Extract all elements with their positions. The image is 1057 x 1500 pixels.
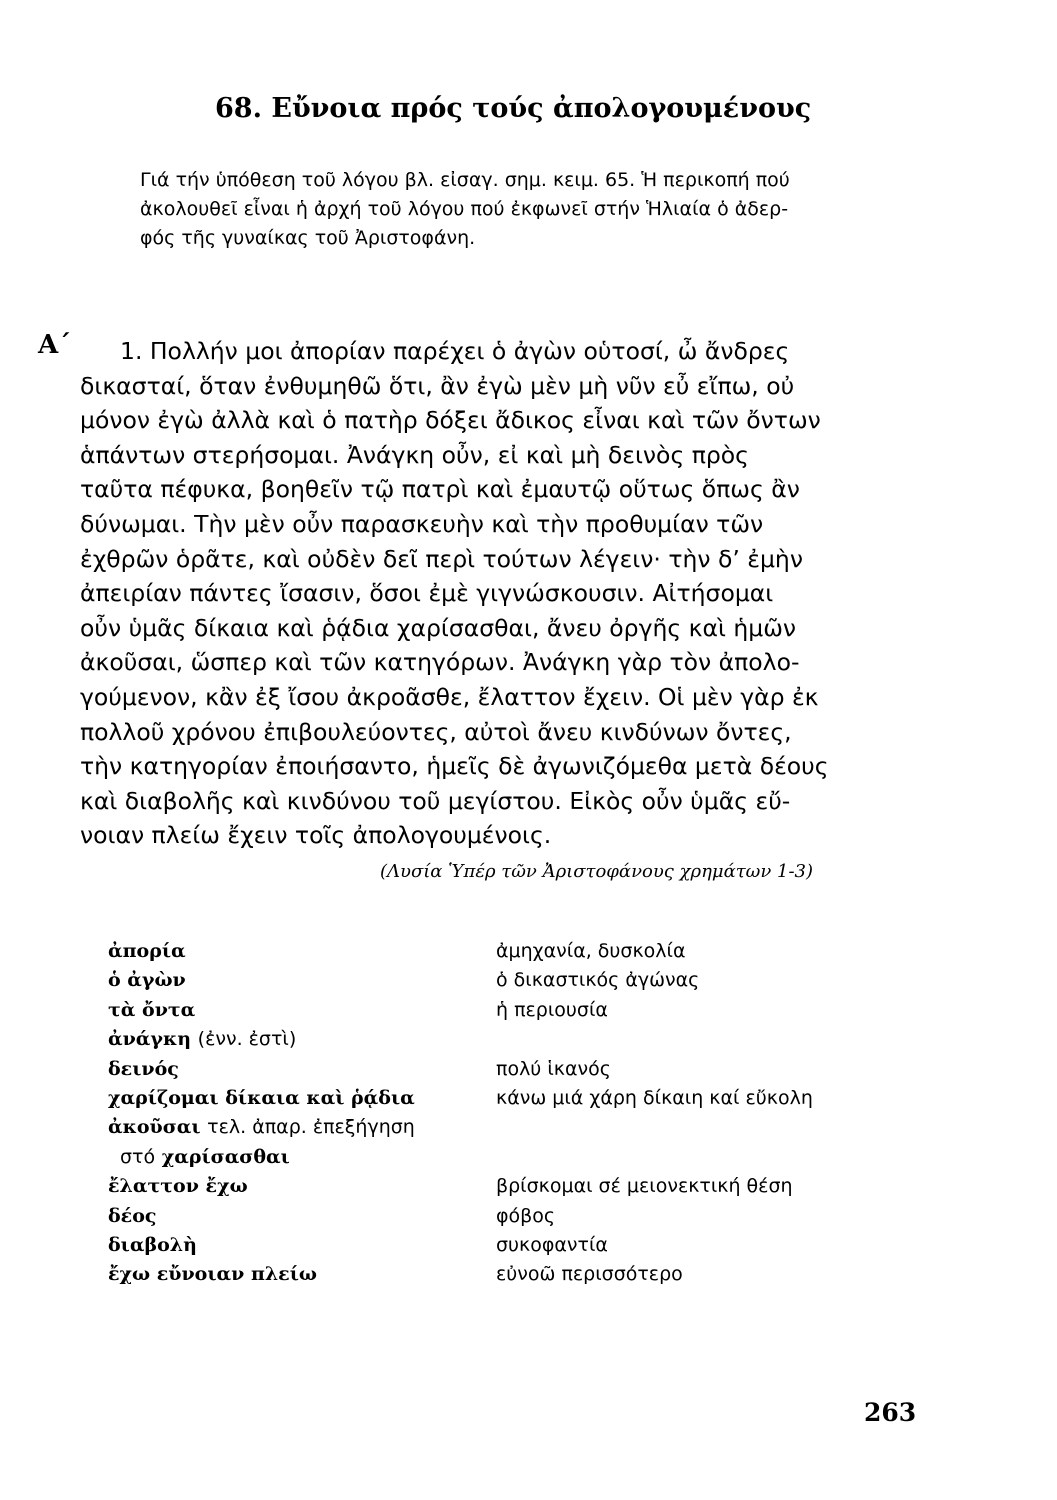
intro-line: ἀκολουθεῖ εἶναι ἡ ἀρχή τοῦ λόγου πού ἐκφωνεῖ στήν Ἡλιαία ὁ ἀδερ- bbox=[140, 198, 789, 220]
glossary-term-text: τὰ ὄντα bbox=[108, 998, 196, 1021]
glossary-row bbox=[108, 1058, 908, 1087]
glossary-row bbox=[108, 1263, 908, 1292]
glossary-definition: πολύ ἱκανός bbox=[496, 1057, 611, 1080]
glossary-row bbox=[108, 940, 908, 969]
glossary-term-note: τελ. ἀπαρ. ἐπεξήγηση bbox=[207, 1116, 415, 1139]
glossary-term bbox=[108, 1175, 248, 1197]
passage-line: ἁπάντων στερήσομαι. Ἀνάγκη οὖν, εἰ καὶ μὴ δεινὸς πρὸς bbox=[80, 440, 749, 469]
passage-line: πολλοῦ χρόνου ἐπιβουλεύοντες, αὐτοὶ ἄνευ κινδύνων ὄντες, bbox=[80, 717, 792, 746]
glossary-term bbox=[108, 1116, 415, 1138]
intro-line: φός τῆς γυναίκας τοῦ Ἀριστοφάνη. bbox=[140, 227, 476, 249]
page-number: 263 bbox=[864, 1398, 917, 1427]
section-marker: Α΄ bbox=[38, 330, 72, 360]
glossary-definition: βρίσκομαι σέ μειονεκτική θέση bbox=[496, 1175, 793, 1198]
glossary-row bbox=[108, 1028, 908, 1057]
glossary-term-text: ἀνάγκη bbox=[108, 1028, 192, 1051]
glossary-term-prefix: στό bbox=[120, 1145, 156, 1168]
passage-line: ἀκοῦσαι, ὥσπερ καὶ τῶν κατηγόρων. Ἀνάγκη γὰρ τὸν ἀπολο- bbox=[80, 648, 800, 677]
greek-passage bbox=[80, 334, 940, 853]
glossary-term-text: δέος bbox=[108, 1204, 157, 1227]
glossary-term-text: ἔλαττον ἔχω bbox=[108, 1175, 248, 1198]
passage-line: νοιαν πλείω ἔχειν τοῖς ἀπολογουμένοις. bbox=[80, 821, 552, 850]
glossary-term-text: δεινός bbox=[108, 1057, 179, 1080]
passage-line: ἐχθρῶν ὁρᾶτε, καὶ οὐδὲν δεῖ περὶ τούτων λέγειν· τὴν δ’ ἐμὴν bbox=[80, 544, 803, 573]
glossary-term bbox=[108, 1234, 197, 1256]
passage-line: μόνον ἐγὼ ἀλλὰ καὶ ὁ πατὴρ δόξει ἄδικος εἶναι καὶ τῶν ὄντων bbox=[80, 406, 821, 435]
passage-line: οὖν ὑμᾶς δίκαια καὶ ῥᾴδια χαρίσασθαι, ἄνευ ὀργῆς καὶ ἡμῶν bbox=[80, 613, 797, 642]
glossary-term bbox=[108, 1263, 317, 1285]
glossary-term bbox=[108, 1028, 296, 1050]
glossary-definition: κάνω μιά χάρη δίκαιη καί εὔκολη bbox=[496, 1086, 813, 1109]
glossary-row bbox=[108, 969, 908, 998]
intro-note bbox=[140, 166, 940, 253]
glossary-definition: εὐνοῶ περισσότερο bbox=[496, 1263, 683, 1286]
glossary-row bbox=[108, 1205, 908, 1234]
passage-line: καὶ διαβολῆς καὶ κινδύνου τοῦ μεγίστου. Εἰκὸς οὖν ὑμᾶς εὔ- bbox=[80, 786, 791, 815]
glossary-term bbox=[108, 1087, 415, 1109]
glossary-term-text: διαβολὴ bbox=[108, 1233, 197, 1256]
glossary-term bbox=[108, 940, 186, 962]
page-title: 68. Εὔνοια πρός τούς ἀπολογουμένους bbox=[215, 93, 812, 124]
passage-line: ταῦτα πέφυκα, βοηθεῖν τῷ πατρὶ καὶ ἐμαυτῷ οὕτως ὅπως ἂν bbox=[80, 475, 800, 504]
glossary-row bbox=[108, 1146, 908, 1175]
glossary-row bbox=[108, 1116, 908, 1145]
passage-line: 1. Πολλήν μοι ἀπορίαν παρέχει ὁ ἀγὼν οὑτοσί, ὦ ἄνδρες bbox=[120, 337, 790, 365]
passage-line: δύνωμαι. Τὴν μὲν οὖν παρασκευὴν καὶ τὴν προθυμίαν τῶν bbox=[80, 509, 764, 538]
glossary-definition: ἀμηχανία, δυσκολία bbox=[496, 940, 686, 962]
intro-line: Γιά τήν ὑπόθεση τοῦ λόγου βλ. εἰσαγ. σημ. κειμ. 65. Ἡ περικοπή πού bbox=[140, 169, 790, 191]
glossary-definition: ἡ περιουσία bbox=[496, 998, 608, 1021]
passage-line: τὴν κατηγορίαν ἐποιήσαντο, ἡμεῖς δὲ ἀγωνιζόμεθα μετὰ δέους bbox=[80, 752, 829, 781]
glossary-term bbox=[108, 999, 195, 1021]
glossary-term bbox=[108, 1058, 179, 1080]
glossary-row bbox=[108, 1234, 908, 1263]
glossary-row bbox=[108, 1175, 908, 1204]
glossary bbox=[108, 940, 908, 1293]
glossary-term bbox=[120, 1146, 290, 1168]
glossary-definition: συκοφαντία bbox=[496, 1233, 608, 1256]
glossary-term-text: ἔχω εὔνοιαν πλείω bbox=[108, 1263, 318, 1286]
glossary-definition: ὁ δικαστικός ἀγώνας bbox=[496, 969, 700, 992]
passage-line: γούμενον, κἂν ἐξ ἴσου ἀκροᾶσθε, ἔλαττον ἔχειν. Οἱ μὲν γὰρ ἐκ bbox=[80, 682, 819, 711]
glossary-row bbox=[108, 999, 908, 1028]
glossary-term bbox=[108, 969, 186, 991]
glossary-term-note: (ἐνν. ἐστὶ) bbox=[197, 1028, 297, 1051]
passage-line: ἀπειρίαν πάντες ἴσασιν, ὅσοι ἐμὲ γιγνώσκουσιν. Αἰτήσομαι bbox=[80, 579, 774, 608]
passage-line: δικασταί, ὅταν ἐνθυμηθῶ ὅτι, ἂν ἐγὼ μὲν μὴ νῦν εὖ εἴπω, οὐ bbox=[80, 371, 795, 400]
glossary-term bbox=[108, 1205, 156, 1227]
glossary-term-text: ὁ ἀγὼν bbox=[108, 969, 186, 992]
glossary-term-text: ἀπορία bbox=[108, 940, 186, 962]
glossary-term-text: ἀκοῦσαι bbox=[108, 1116, 201, 1139]
glossary-term-text: χαρίζομαι δίκαια καὶ ῥᾴδια bbox=[108, 1086, 415, 1109]
glossary-term-text: χαρίσασθαι bbox=[161, 1145, 290, 1168]
source-citation: (Λυσία Ὑπέρ τῶν Ἀριστοφάνους χρημάτων 1-3) bbox=[380, 861, 814, 882]
glossary-definition: φόβος bbox=[496, 1204, 556, 1227]
glossary-row bbox=[108, 1087, 908, 1116]
